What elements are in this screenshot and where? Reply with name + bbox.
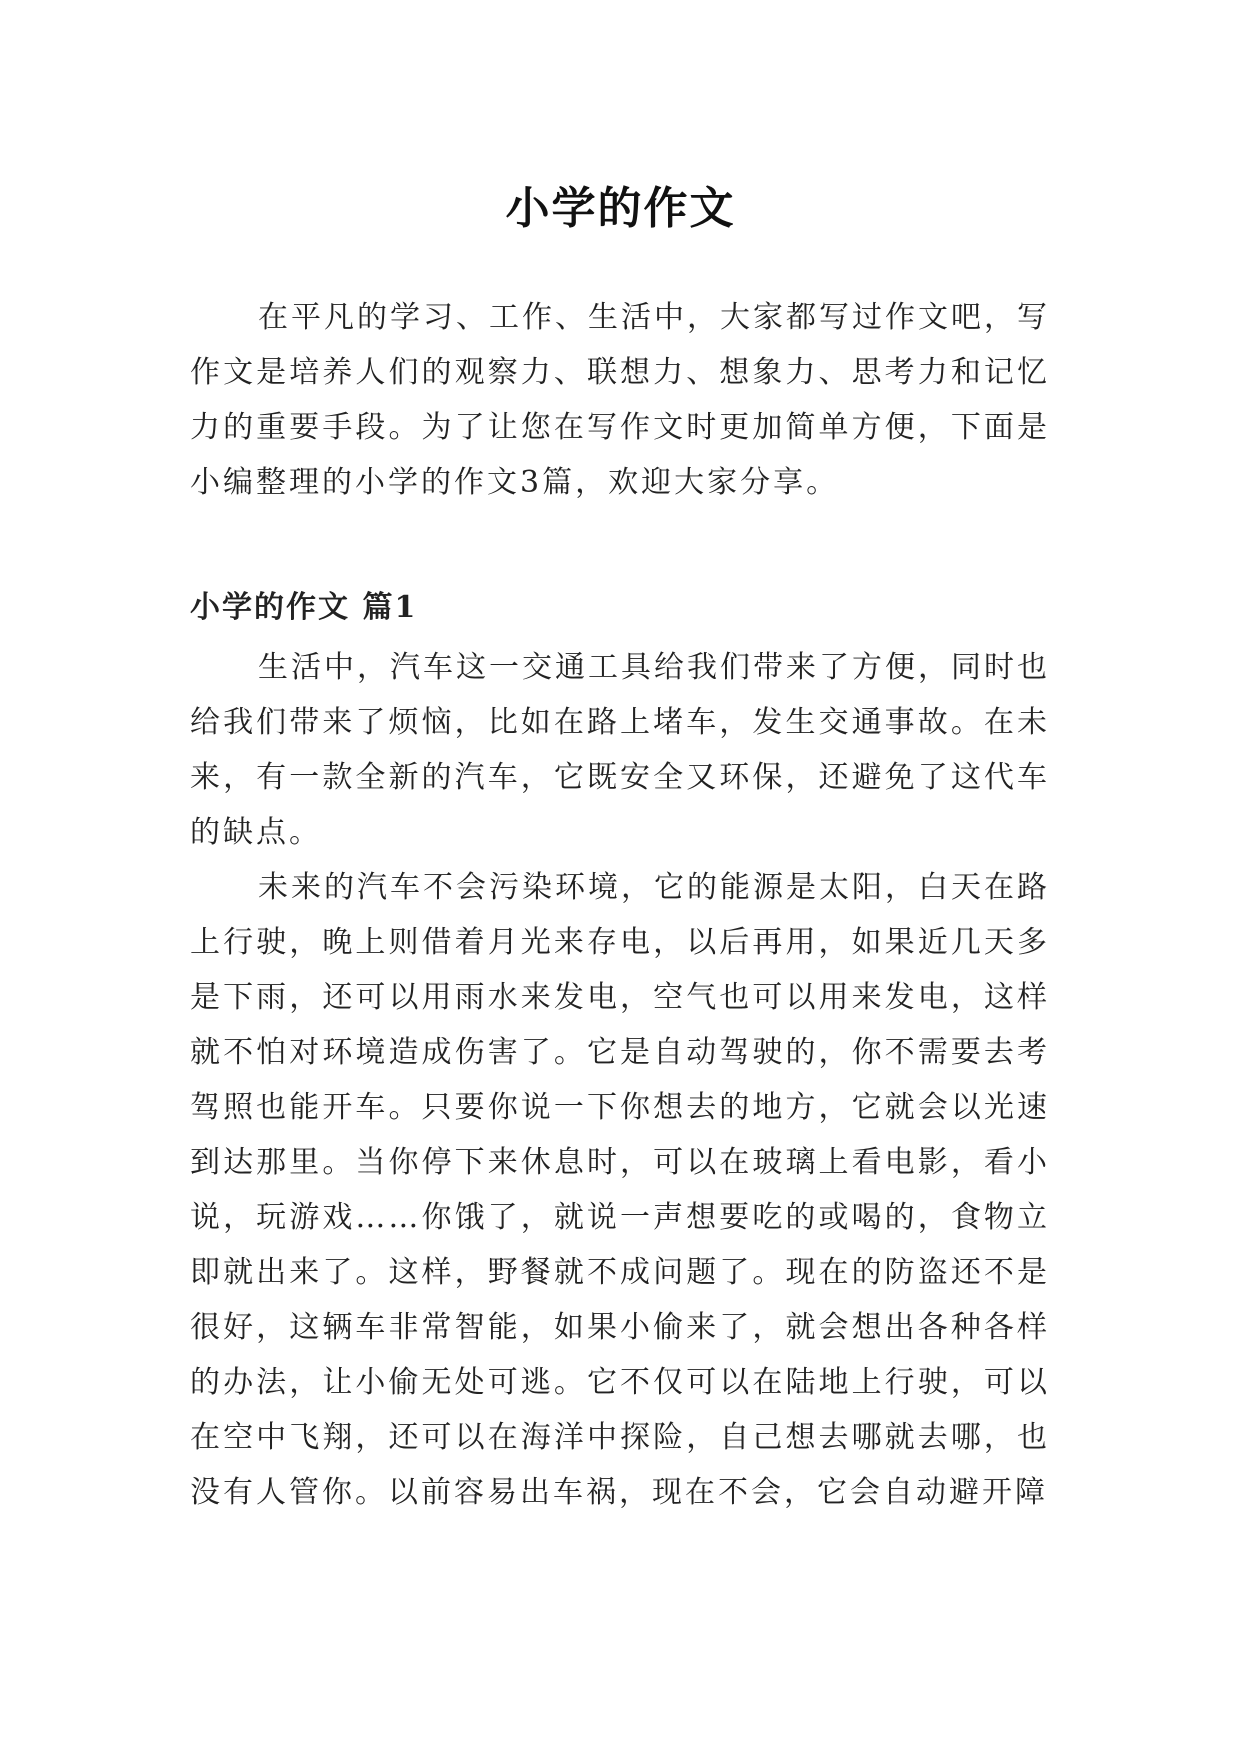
intro-paragraph: 在平凡的学习、工作、生活中，大家都写过作文吧，写作文是培养人们的观察力、联想力、想象力、思考力和记忆力的重要手段。为了让您在写作文时更加简单方便，下面是小编整理的小学的作文3篇，欢迎大家分享。 <box>190 300 1050 500</box>
essay-paragraph-2: 未来的汽车不会污染环境，它的能源是太阳，白天在路上行驶，晚上则借着月光来存电，以后再用，如果近几天多是下雨，还可以用雨水来发电，空气也可以用来发电，这样就不怕对环境造成伤害了。它是自动驾驶的，你不需要去考驾照也能开车。只要你说一下你想去的地方，它就会以光速到达那里。当你停下来休息时，可以在玻璃上看电影，看小说，玩游戏……你饿了，就说一声想要吃的或喝的，食物立即就出来了。这样，野餐就不成问题了。现在的防盗还不是很好，这辆车非常智能，如果小偷来了，就会想出各种各样的办法，让小偷无处可逃。它不仅可以在陆地上行驶，可以在空中飞翔，还可以在海洋中探险，自己想去哪就去哪，也没有人管你。以前容易出车祸，现在不会，它会自动避开障 <box>190 870 1050 1510</box>
intro-section <box>190 290 1050 510</box>
section-heading: 小学的作文 篇1 <box>190 590 418 625</box>
essay-body <box>190 640 1050 1640</box>
essay-paragraph-1: 生活中，汽车这一交通工具给我们带来了方便，同时也给我们带来了烦恼，比如在路上堵车，发生交通事故。在未来，有一款全新的汽车，它既安全又环保，还避免了这代车的缺点。 <box>190 650 1050 850</box>
document-title: 小学的作文 <box>505 183 736 235</box>
